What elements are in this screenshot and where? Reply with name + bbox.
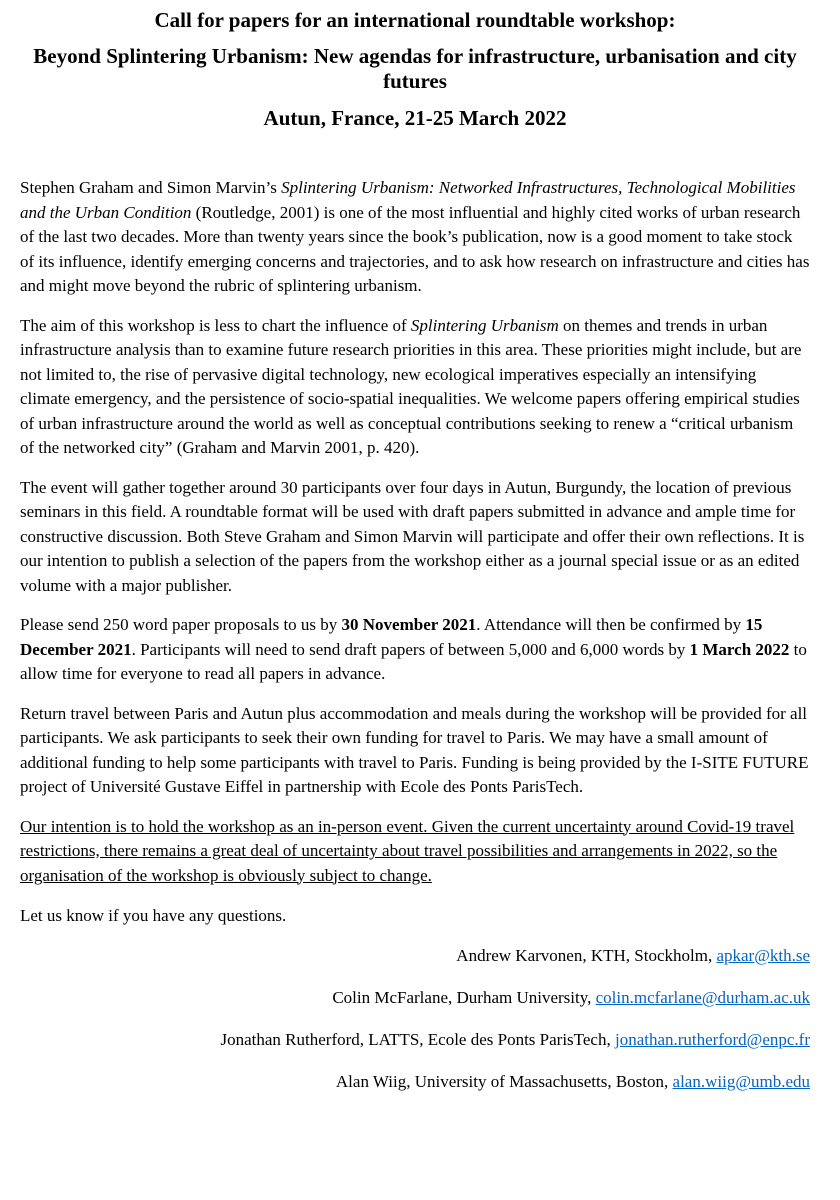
organizer-affiliation: Andrew Karvonen, KTH, Stockholm, (456, 945, 717, 965)
email-link-rutherford[interactable]: jonathan.rutherford@enpc.fr (614, 1029, 810, 1049)
organizer-mcfarlane (20, 986, 810, 1010)
organizer-wiig (20, 1070, 810, 1094)
deadline-text-4: to allow time for everyone to read all papers in advance. (20, 639, 807, 683)
book-title-short: Splintering Urbanism (410, 315, 559, 335)
book-title: Splintering Urbanism: Networked Infrastructures, Technological Mobilities and the Urban Condition (20, 178, 796, 222)
organizer-affiliation: Alan Wiig, University of Massachusetts, Boston, (335, 1071, 673, 1091)
aim-paragraph (20, 314, 810, 461)
event-paragraph: The event will gather together around 30 participants over four days in Autun, Burgundy, the location of previous seminars in this field. A roundtable format will be used with draft papers submitted in advance and ample time for constructive discussion. Both Steve Graham and Simon Marvin will participate and offer their own reflections. It is our intention to publish a selection of the papers from the workshop either as a journal special issue or as an edited volume with a major publisher. (20, 477, 805, 595)
deadline-text-1: Please send 250 word paper proposals to us by (20, 615, 342, 634)
draft-paper-deadline: 1 March 2022 (689, 639, 790, 659)
intro-text-end: (Routledge, 2001) is one of the most influential and highly cited works of urban research of the last two decades. More than twenty years since the book’s publication, now is a good moment to take stock of its influence, identify emerging concerns and trajectories, and to ask how research on infrastructure and cities has and might move beyond the rubric of splintering urbanism. (20, 202, 810, 295)
organizer-karvonen (20, 944, 810, 968)
intro-text-start: Stephen Graham and Simon Marvin’s (20, 178, 282, 197)
email-link-wiig[interactable]: alan.wiig@umb.edu (672, 1071, 810, 1091)
aim-text-end: on themes and trends in urban infrastructure analysis than to examine future research priorities in this area. These priorities might include, but are not limited to, the rise of pervasive digital technology, new ecological imperatives especially an intensifying climate emergency, and the persistence of socio-spatial inequalities. We welcome papers offering empirical studies of urban infrastructure around the world as well as conceptual contributions seeking to renew a “critical urbanism of the networked city” (Graham and Marvin 2001, p. 420). (20, 315, 802, 457)
organizer-affiliation: Jonathan Rutherford, LATTS, Ecole des Ponts ParisTech, (220, 1029, 615, 1049)
organizer-rutherford (20, 1028, 810, 1052)
organizer-affiliation: Colin McFarlane, Durham University, (332, 987, 596, 1007)
closing-line: Let us know if you have any questions. (20, 906, 287, 925)
email-link-karvonen[interactable]: apkar@kth.se (716, 945, 810, 965)
call-title: Call for papers for an international roundtable workshop: (154, 8, 676, 32)
email-link-mcfarlane[interactable]: colin.mcfarlane@durham.ac.uk (595, 987, 810, 1007)
proposal-deadline: 30 November 2021 (341, 615, 477, 634)
workshop-title: Beyond Splintering Urbanism: New agendas for infrastructure, urbanisation and city futures (33, 44, 797, 93)
confirmation-date: 15 December 2021 (20, 615, 763, 659)
aim-text-start: The aim of this workshop is less to chart the influence of (20, 315, 411, 335)
deadlines-paragraph (20, 613, 810, 687)
funding-paragraph: Return travel between Paris and Autun plus accommodation and meals during the workshop will be provided for all participants. We ask participants to seek their own funding for travel to Paris. We may have a small amount of additional funding to help some participants with travel to Paris. Funding is being provided by the I-SITE FUTURE project of Université Gustave Eiffel in partnership with Ecole des Ponts ParisTech. (20, 703, 809, 796)
intro-paragraph (20, 176, 810, 299)
deadline-text-2: . Attendance will then be confirmed by (476, 615, 746, 634)
workshop-location-date: Autun, France, 21-25 March 2022 (263, 106, 567, 130)
deadline-text-3: . Participants will need to send draft papers of between 5,000 and 6,000 words by (131, 639, 690, 659)
covid-notice-paragraph: Our intention is to hold the workshop as an in-person event. Given the current uncertainty around Covid-19 travel restrictions, there remains a great deal of uncertainty about travel possibilities and arrangements in 2022, so the organisation of the workshop is obviously subject to change. (20, 816, 795, 885)
